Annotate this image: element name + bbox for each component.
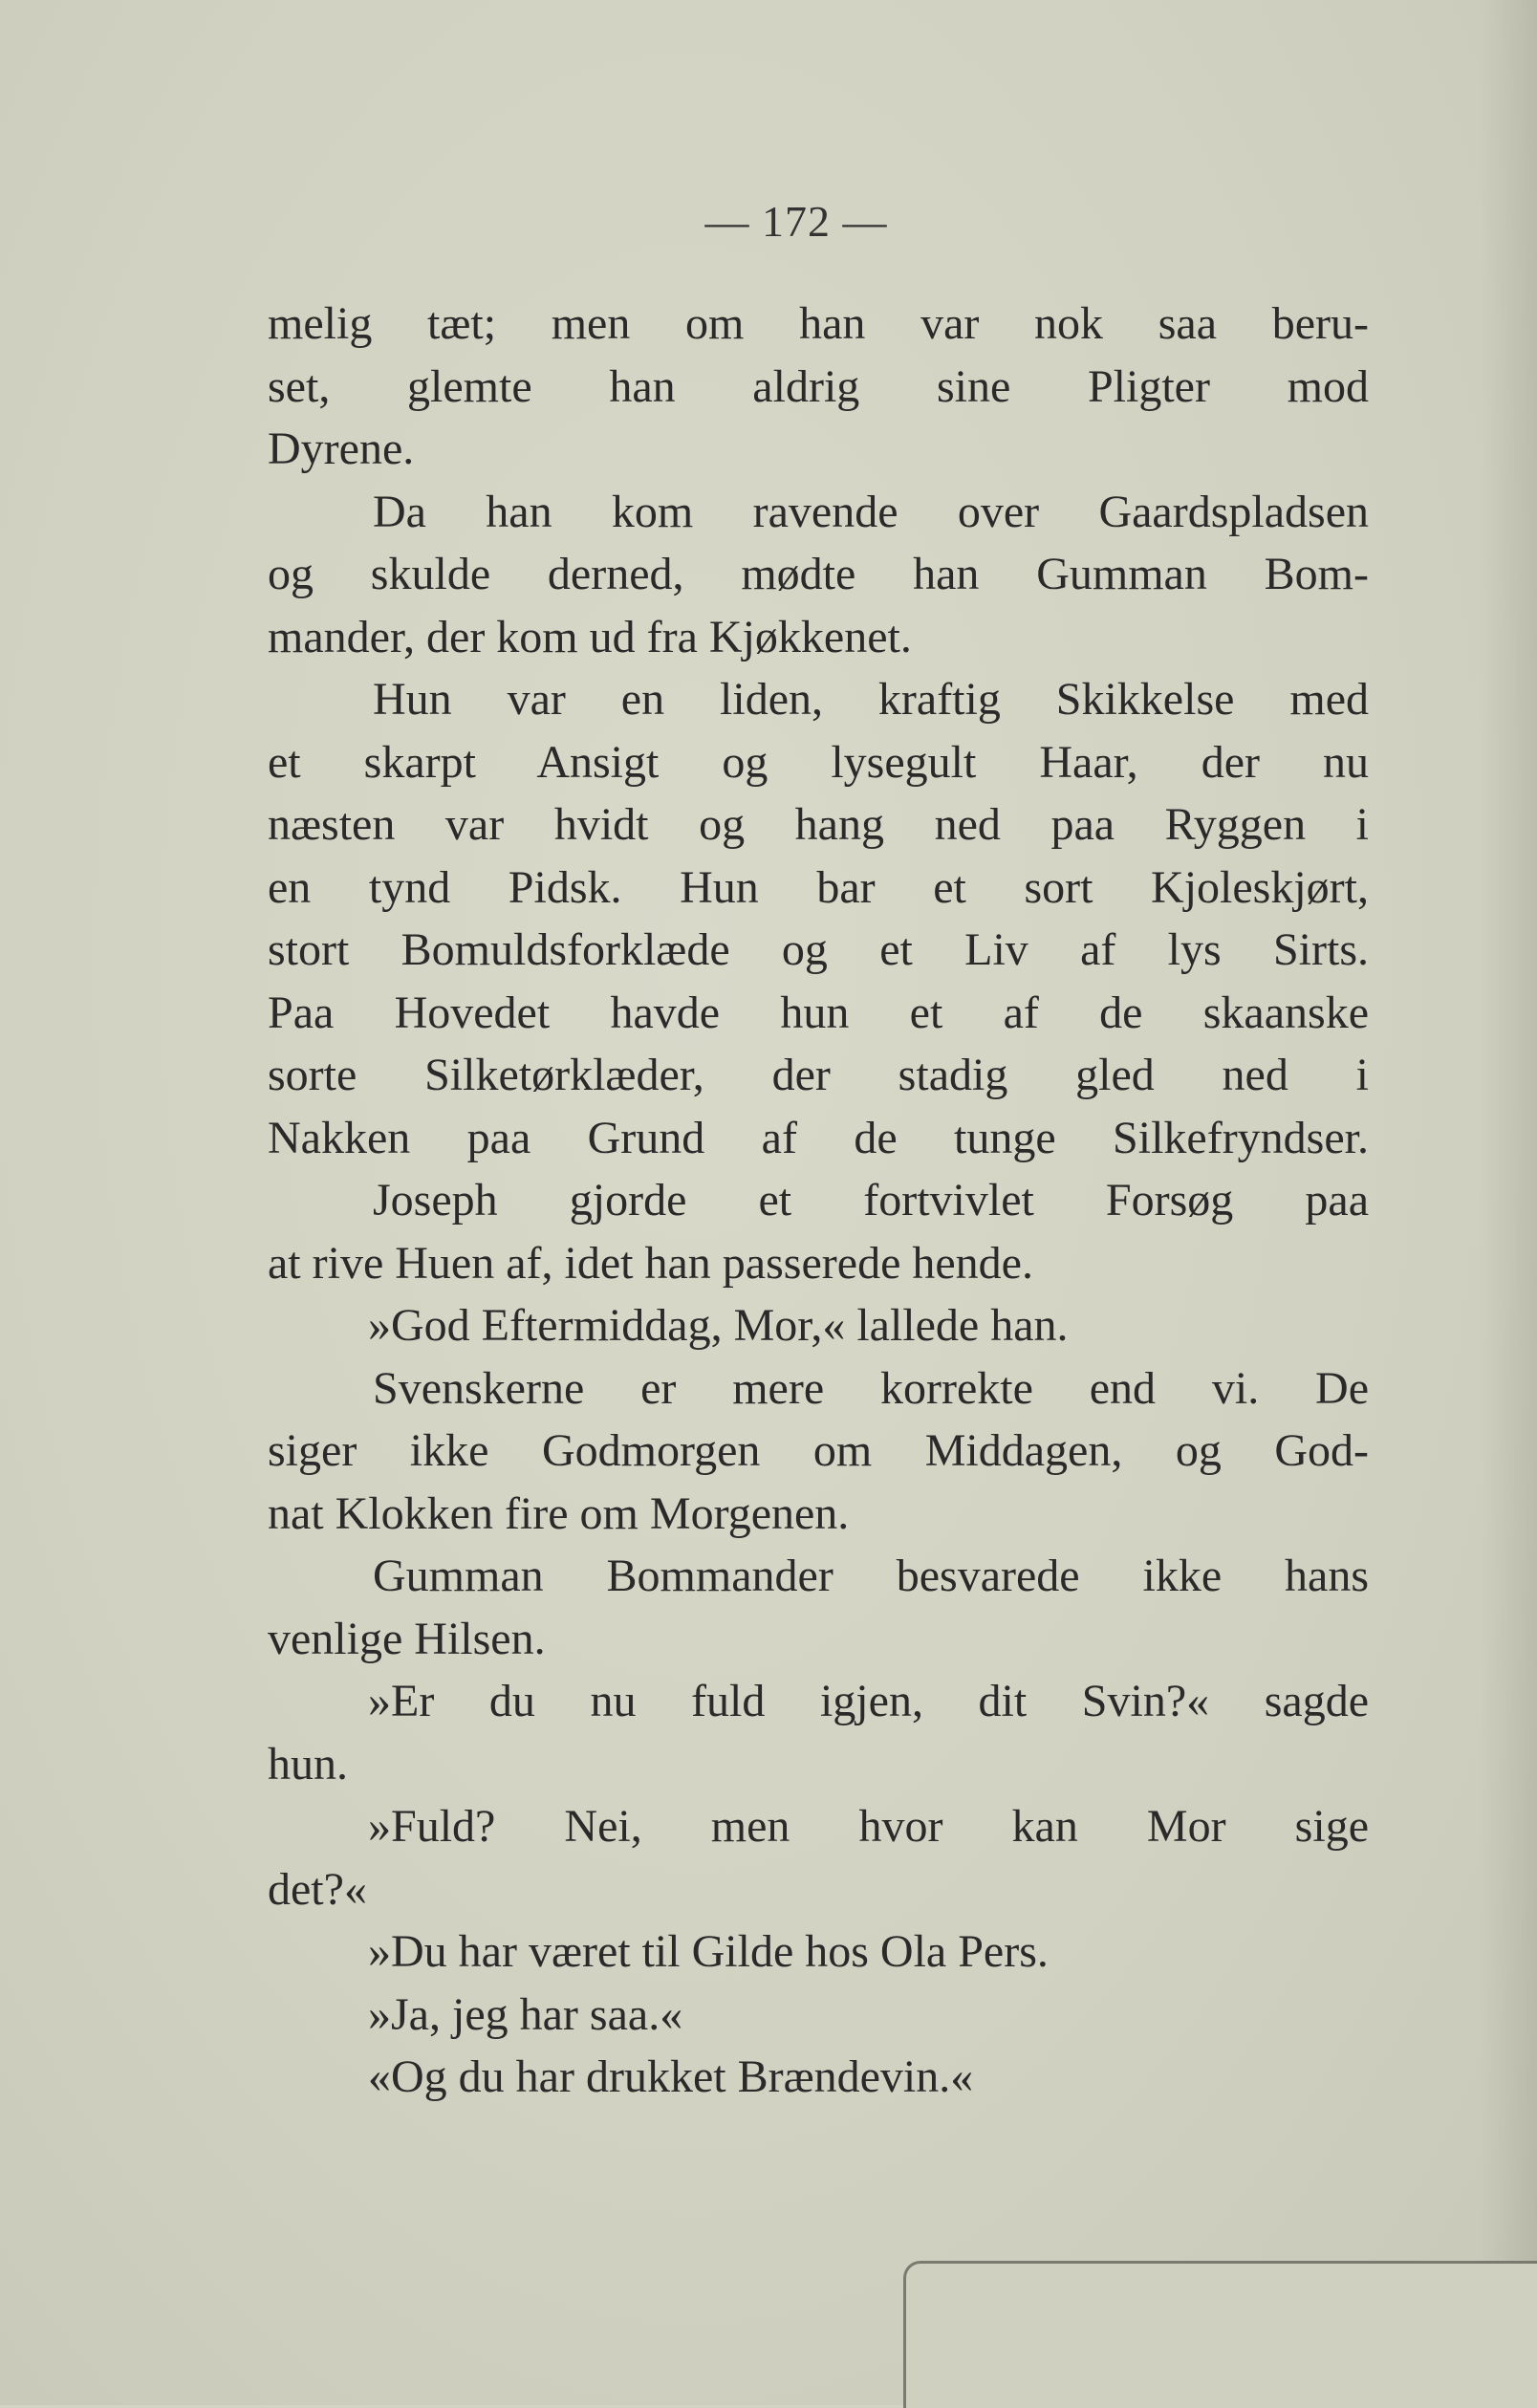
- text-line: »Ja, jeg har saa.«: [368, 1988, 683, 2040]
- text-line: Dyrene.: [268, 423, 415, 474]
- page-edge-shadow: [1480, 0, 1537, 2405]
- text-line: nat Klokken fire om Morgenen.: [268, 1487, 850, 1539]
- text-line: set, glemte han aldrig sine Pligter mod: [268, 360, 1369, 412]
- text-line: »Fuld? Nei, men hvor kan Mor sige: [368, 1801, 1369, 1852]
- text-line: »God Eftermiddag, Mor,« lallede han.: [368, 1300, 1069, 1351]
- text-line: «Og du har drukket Brændevin.«: [368, 2051, 974, 2102]
- text-line: et skarpt Ansigt og lysegult Haar, der nu: [268, 736, 1369, 788]
- text-line: venlige Hilsen.: [268, 1613, 546, 1664]
- text-line: stort Bomuldsforklæde og et Liv af lys Sirts.: [268, 924, 1369, 975]
- text-line: sorte Silketørklæder, der stadig gled ned i: [268, 1050, 1369, 1100]
- text-line: »Du har været til Gilde hos Ola Pers.: [368, 1926, 1049, 1977]
- page-number: — 172 —: [704, 197, 888, 246]
- text-line: Svenskerne er mere korrekte end vi. De: [373, 1362, 1369, 1414]
- text-line: næsten var hvidt og hang ned paa Ryggen i: [268, 799, 1369, 850]
- text-line: en tynd Pidsk. Hun bar et sort Kjoleskjørt,: [268, 861, 1369, 913]
- text-line: Paa Hovedet havde hun et af de skaanske: [268, 987, 1369, 1038]
- text-line: det?«: [268, 1863, 367, 1915]
- text-line: at rive Huen af, idet han passerede hende.: [268, 1237, 1033, 1289]
- text-line: »Er du nu fuld igjen, dit Svin?« sagde: [368, 1676, 1369, 1726]
- body-text: [268, 293, 1369, 2109]
- text-line: hun.: [268, 1738, 348, 1790]
- text-line: Nakken paa Grund af de tunge Silkefryndser.: [268, 1112, 1369, 1163]
- text-line: Hun var en liden, kraftig Skikkelse med: [373, 674, 1369, 725]
- text-line: Joseph gjorde et fortvivlet Forsøg paa: [373, 1175, 1369, 1226]
- paper-corner-fold: [903, 2261, 1537, 2408]
- text-line: siger ikke Godmorgen om Middagen, og God-: [268, 1425, 1369, 1476]
- text-line: mander, der kom ud fra Kjøkkenet.: [268, 611, 912, 662]
- text-line: og skulde derned, mødte han Gumman Bom-: [268, 549, 1369, 599]
- text-line: Gumman Bommander besvarede ikke hans: [373, 1551, 1369, 1601]
- text-line: melig tæt; men om han var nok saa beru-: [268, 298, 1369, 349]
- text-line: Da han kom ravende over Gaardspladsen: [373, 486, 1369, 537]
